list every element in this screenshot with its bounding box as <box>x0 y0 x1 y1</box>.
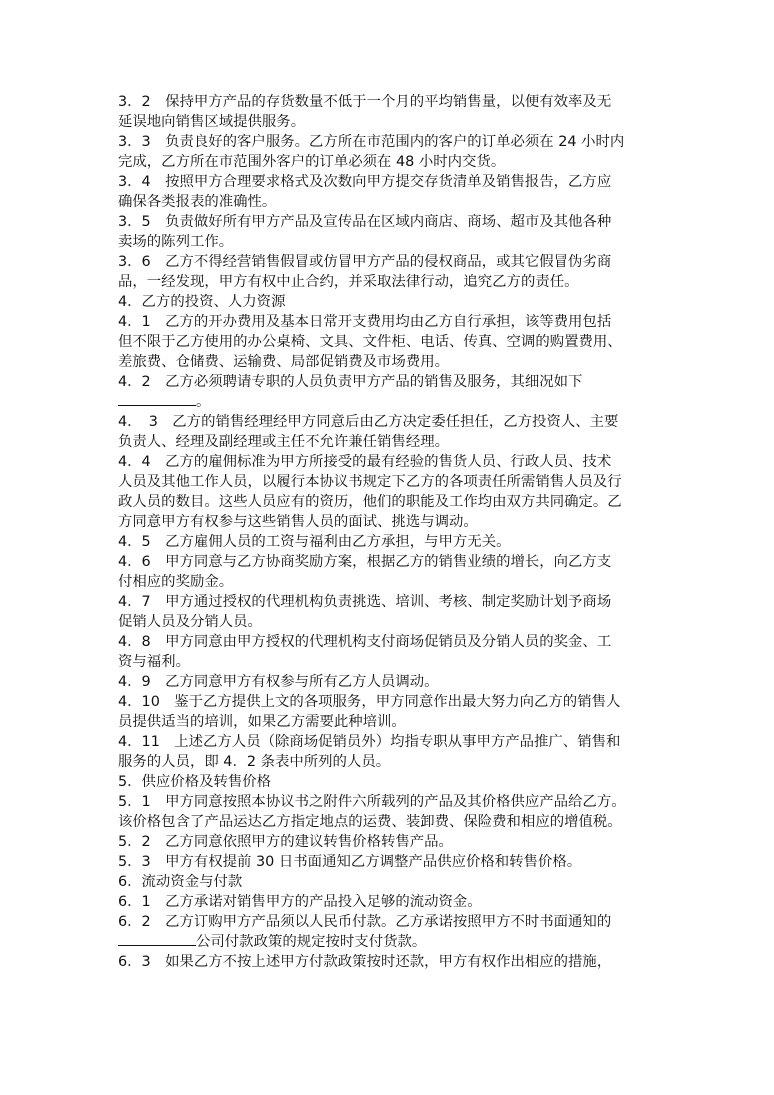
text-line: 4．8 甲方同意由甲方授权的代理机构支付商场促销员及分销人员的奖金、工 <box>118 634 612 650</box>
text-line: 5．供应价格及转售价格 <box>118 774 272 790</box>
text-line: 4．10 鉴于乙方提供上文的各项服务，甲方同意作出最大努力向乙方的销售人 <box>118 694 621 710</box>
text-line: 品，一经发现，甲方有权中止合约，并采取法律行动，追究乙方的责任。 <box>118 274 579 290</box>
text-line: 6．3 如果乙方不按上述甲方付款政策按时还款，甲方有权作出相应的措施， <box>118 954 612 970</box>
text-line <box>118 932 658 952</box>
text-segment: 。 <box>196 394 211 410</box>
text-line: 员提供适当的培训，如果乙方需要此种培训。 <box>118 714 406 730</box>
text-line: 服务的人员，即 4．2 条表中所列的人员。 <box>118 754 391 770</box>
text-line: 4．6 甲方同意与乙方协商奖励方案，根据乙方的销售业绩的增长，向乙方支 <box>118 554 612 570</box>
text-line: 政人员的数目。这些人员应有的资历，他们的职能及工作均由双方共同确定。乙 <box>118 494 622 510</box>
text-line: 4．9 乙方同意甲方有权参与所有乙方人员调动。 <box>118 674 439 690</box>
document-body <box>118 92 658 972</box>
text-line: 5．1 甲方同意按照本协议书之附件六所载列的产品及其价格供应产品给乙方。 <box>118 794 626 810</box>
text-line: 但不限于乙方使用的办公桌椅、文具、文件柜、电话、传真、空调的购置费用、 <box>118 334 622 350</box>
text-line: 3．3 负责良好的客户服务。乙方所在市范围内的客户的订单必须在 24 小时内 <box>118 134 625 150</box>
text-segment: 公司付款政策的规定按时支付货款。 <box>196 934 427 950</box>
text-line: 4．7 甲方通过授权的代理机构负责挑选、培训、考核、制定奖励计划予商场 <box>118 594 612 610</box>
text-line: 付相应的奖励金。 <box>118 574 234 590</box>
text-line: 4．5 乙方雇佣人员的工资与福利由乙方承担，与甲方无关。 <box>118 534 511 550</box>
text-line: 3．6 乙方不得经营销售假冒或仿冒甲方产品的侵权商品，或其它假冒伪劣商 <box>118 254 612 270</box>
text-line: 5．2 乙方同意依照甲方的建议转售价格转售产品。 <box>118 834 453 850</box>
text-line: 4．乙方的投资、人力资源 <box>118 294 286 310</box>
text-line: 完成，乙方所在市范围外客户的订单必须在 48 小时内交货。 <box>118 154 506 170</box>
text-line: 促销人员及分销人员。 <box>118 614 262 630</box>
text-line: 方同意甲方有权参与这些销售人员的面试、挑选与调动。 <box>118 514 478 530</box>
text-line: 资与福利。 <box>118 654 190 670</box>
text-line: 3．2 保持甲方产品的存货数量不低于一个月的平均销售量，以便有效率及无 <box>118 94 612 110</box>
text-line: 4． 3 乙方的销售经理经甲方同意后由乙方决定委任担任，乙方投资人、主要 <box>118 414 619 430</box>
text-line: 负责人、经理及副经理或主任不允许兼任销售经理。 <box>118 434 449 450</box>
fill-in-blank <box>118 932 196 946</box>
text-line: 4．4 乙方的雇佣标准为甲方所接受的最有经验的售货人员、行政人员、技术 <box>118 454 612 470</box>
text-line: 4．2 乙方必须聘请专职的人员负责甲方产品的销售及服务，其细况如下 <box>118 374 583 390</box>
text-line: 5．3 甲方有权提前 30 日书面通知乙方调整产品供应价格和转售价格。 <box>118 854 582 870</box>
text-line: 差旅费、仓储费、运输费、局部促销费及市场费用。 <box>118 354 449 370</box>
text-line: 人员及其他工作人员，以履行本协议书规定下乙方的各项责任所需销售人员及行 <box>118 474 622 490</box>
text-line <box>118 392 658 412</box>
text-line: 3．5 负责做好所有甲方产品及宣传品在区域内商店、商场、超市及其他各种 <box>118 214 612 230</box>
text-line: 6．流动资金与付款 <box>118 874 243 890</box>
text-line: 6．1 乙方承诺对销售甲方的产品投入足够的流动资金。 <box>118 894 482 910</box>
text-line: 6．2 乙方订购甲方产品须以人民币付款。乙方承诺按照甲方不时书面通知的 <box>118 914 612 930</box>
text-line: 该价格包含了产品运达乙方指定地点的运费、装卸费、保险费和相应的增值税。 <box>118 814 622 830</box>
fill-in-blank <box>118 392 196 406</box>
text-line: 4．1 乙方的开办费用及基本日常开支费用均由乙方自行承担，该等费用包括 <box>118 314 612 330</box>
text-line: 确保各类报表的准确性。 <box>118 194 277 210</box>
text-line: 卖场的陈列工作。 <box>118 234 234 250</box>
text-line: 4．11 上述乙方人员（除商场促销员外）均指专职从事甲方产品推广、销售和 <box>118 734 621 750</box>
text-line: 3．4 按照甲方合理要求格式及次数向甲方提交存货清单及销售报告，乙方应 <box>118 174 612 190</box>
text-line: 延误地向销售区域提供服务。 <box>118 114 306 130</box>
